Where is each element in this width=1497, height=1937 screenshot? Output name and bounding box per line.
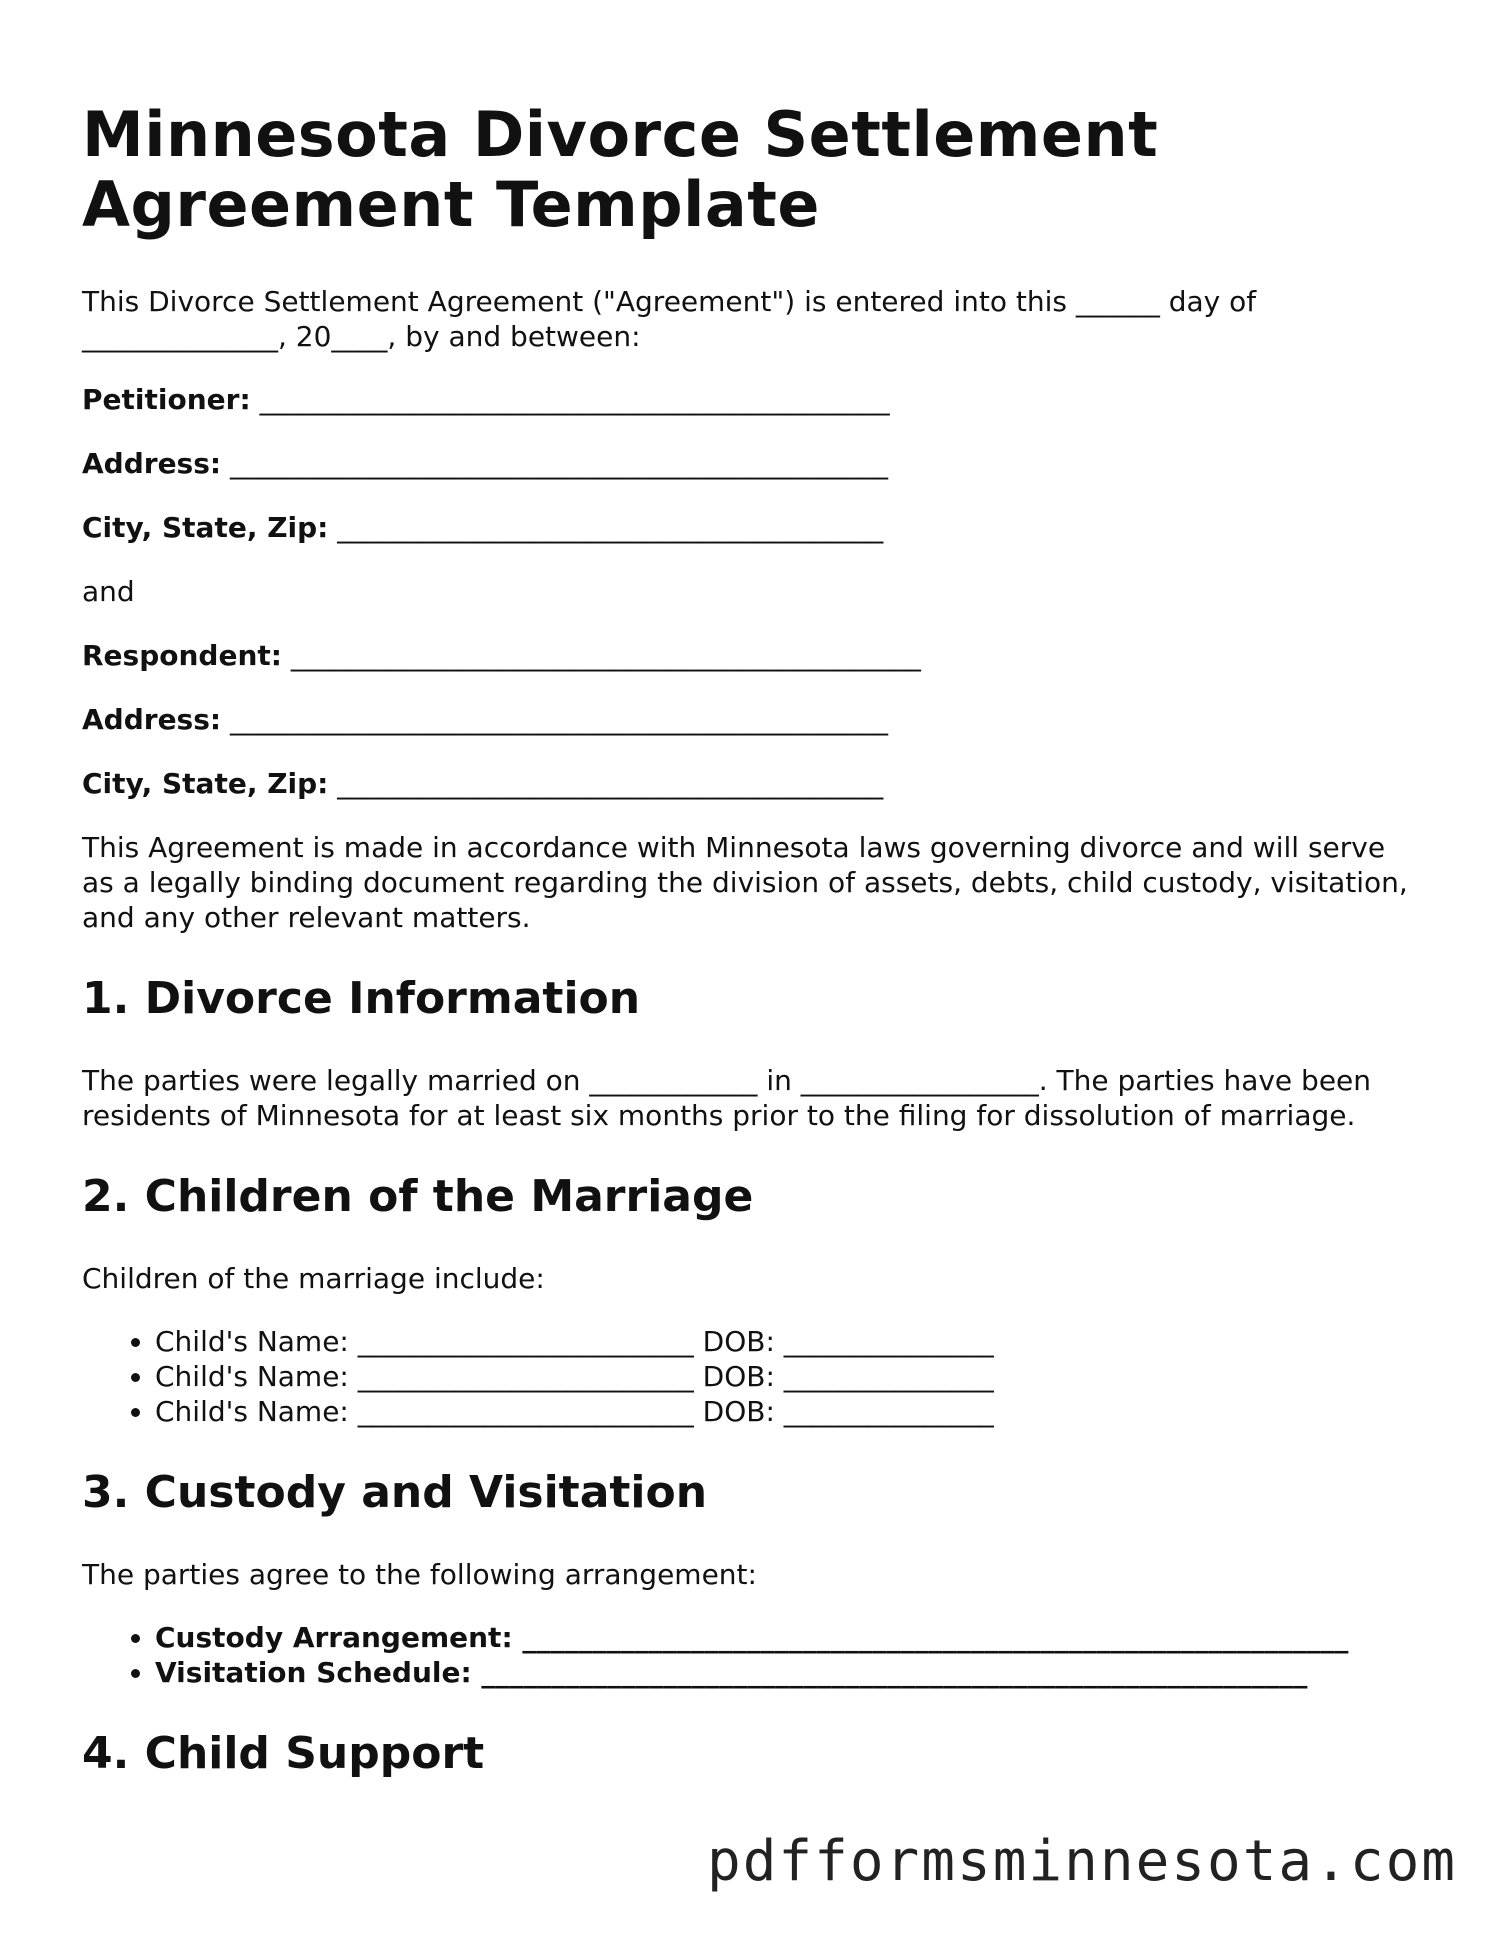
respondent-name-field — [82, 638, 1412, 673]
document-title: Minnesota Divorce Settlement Agreement Template — [82, 98, 1159, 241]
intro-paragraph: This Divorce Settlement Agreement ("Agreement") is entered into this ______ day of ______________, 20____, by and between: — [82, 285, 1257, 353]
children-intro-text: Children of the marriage include: — [82, 1262, 545, 1295]
custody-list — [82, 1620, 1412, 1690]
petitioner-city-field — [82, 510, 1412, 545]
and-text: and — [82, 575, 135, 608]
respondent-address-field — [82, 702, 1412, 737]
closing-paragraph: This Agreement is made in accordance with Minnesota laws governing divorce and will serve as a legally binding document regarding the division of assets, debts, child custody, visitation, and any other relevant matters. — [82, 831, 1408, 934]
child-entry[interactable]: • Child's Name: ________________________ DOB: _______________ — [155, 1359, 1412, 1394]
petitioner-address-field — [82, 446, 1412, 481]
section-heading-custody-visitation: 3. Custody and Visitation — [82, 1467, 708, 1518]
respondent-name-label: Respondent: — [82, 639, 282, 672]
custody-intro-text: The parties agree to the following arrangement: — [82, 1558, 757, 1591]
children-list — [82, 1324, 1412, 1429]
child-entry[interactable]: • Child's Name: ________________________ DOB: _______________ — [155, 1324, 1412, 1359]
respondent-address-blank[interactable]: _______________________________________________ — [230, 703, 888, 736]
petitioner-name-blank[interactable]: _____________________________________________ — [259, 383, 890, 416]
petitioner-address-label: Address: — [82, 447, 222, 480]
respondent-city-blank[interactable]: _______________________________________ — [337, 767, 884, 800]
document-page — [82, 100, 1412, 1818]
section-heading-child-support: 4. Child Support — [82, 1728, 485, 1779]
custody-arrangement-item[interactable]: • Custody Arrangement: ___________________________________________________________ — [155, 1620, 1412, 1655]
respondent-name-blank[interactable]: _____________________________________________ — [290, 639, 921, 672]
petitioner-name-label: Petitioner: — [82, 383, 251, 416]
respondent-city-field — [82, 766, 1412, 801]
child-entry[interactable]: • Child's Name: ________________________ DOB: _______________ — [155, 1394, 1412, 1429]
petitioner-name-field — [82, 382, 1412, 417]
petitioner-address-blank[interactable]: _______________________________________________ — [230, 447, 888, 480]
respondent-city-label: City, State, Zip: — [82, 767, 329, 800]
visitation-schedule-item[interactable]: • Visitation Schedule: ___________________________________________________________ — [155, 1655, 1412, 1690]
section-heading-divorce-information: 1. Divorce Information — [82, 973, 641, 1024]
section-heading-children: 2. Children of the Marriage — [82, 1171, 754, 1222]
petitioner-city-blank[interactable]: _______________________________________ — [337, 511, 884, 544]
respondent-address-label: Address: — [82, 703, 222, 736]
divorce-information-text: The parties were legally married on ____________ in _________________. The parties have been residents of Minnesota for at least six months prior to the filing for dissolution of marriage. — [82, 1064, 1372, 1132]
petitioner-city-label: City, State, Zip: — [82, 511, 329, 544]
site-watermark: pdfformsminnesota.com — [706, 1829, 1457, 1894]
